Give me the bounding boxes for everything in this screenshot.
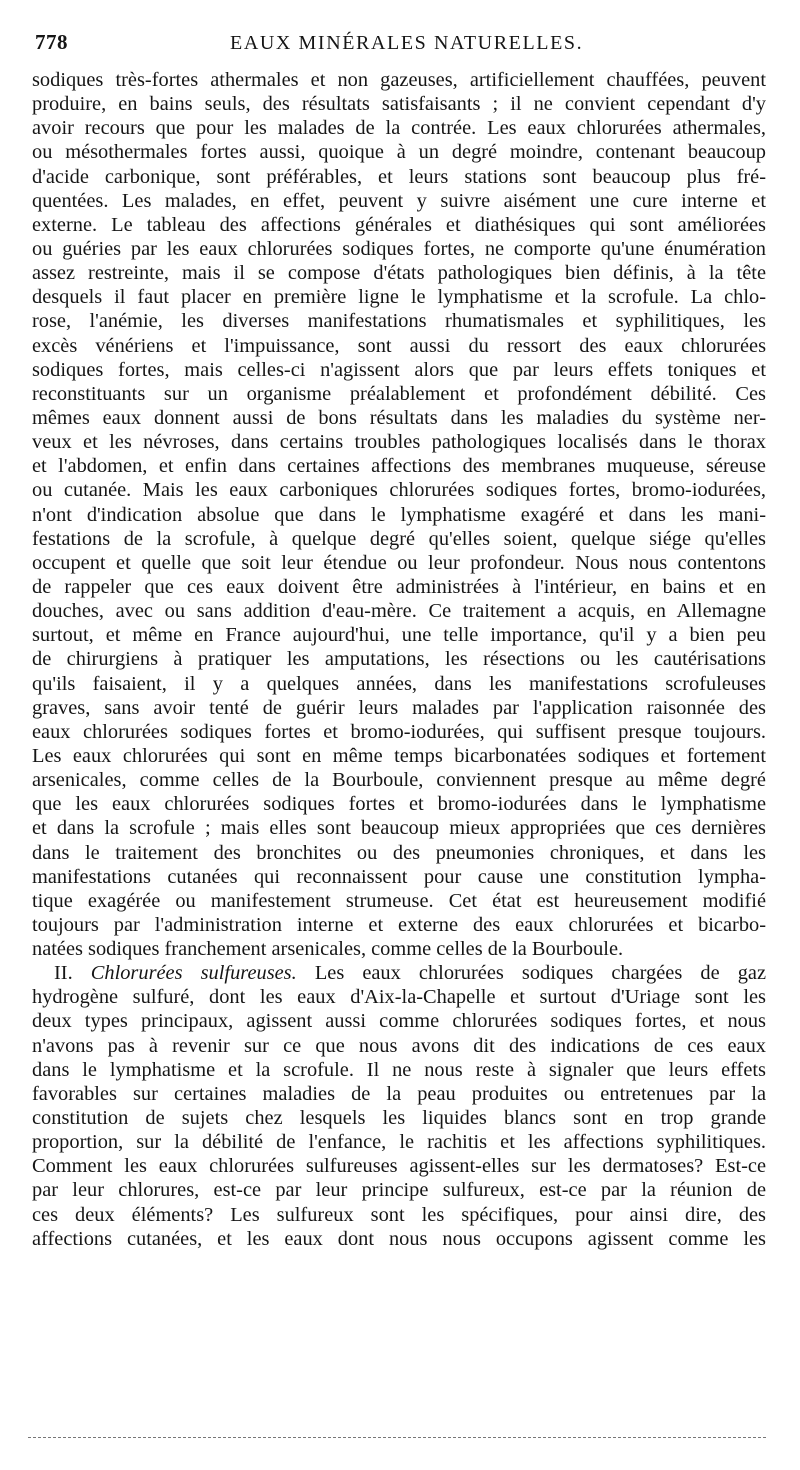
paragraph-1 xyxy=(32,68,766,961)
text-line: proportion, sur la débilité de l'enfance, le rachitis et les affections syphilitiques. xyxy=(32,1131,766,1154)
text-line: occupent et quelle que soit leur étendue ou leur profondeur. Nous nous contentons xyxy=(32,551,766,574)
text-line: par leur chlorures, est-ce par leur principe sulfureux, est-ce par la réunion de xyxy=(32,1179,766,1202)
text-line: constitution de sujets chez lesquels les liquides blancs sont en trop grande xyxy=(32,1107,766,1130)
text-line: veux et les névroses, dans certains troubles pathologiques localisés dans le thorax xyxy=(32,431,766,454)
text-line: deux types principaux, agissent aussi comme chlorurées sodiques fortes, et nous xyxy=(32,1010,766,1033)
text-line: hydrogène sulfuré, dont les eaux d'Aix-la-Chapelle et surtout d'Uriage sont les xyxy=(32,986,766,1009)
section-label: II. xyxy=(54,962,73,985)
text-line: eaux chlorurées sodiques fortes et bromo-iodurées, qui suffisent presque toujours. xyxy=(32,720,766,743)
text-line: produire, en bains seuls, des résultats satisfaisants ; il ne convient cependant d'y xyxy=(32,93,766,116)
text-line: affections cutanées, et les eaux dont nous nous occupons agissent comme les xyxy=(32,1227,766,1250)
body-text xyxy=(32,68,766,1251)
text-line: de rappeler que ces eaux doivent être administrées à l'intérieur, en bains et en xyxy=(32,575,766,598)
text-line: desquels il faut placer en première ligne le lymphatisme et la scrofule. La chlo- xyxy=(32,286,766,309)
text-line: Les eaux chlorurées qui sont en même temps bicarbonatées sodiques et fortement xyxy=(32,744,766,767)
text-line: ou mésothermales fortes aussi, quoique à un degré moindre, contenant beaucoup xyxy=(32,141,766,164)
text-line: ces deux éléments? Les sulfureux sont les spécifiques, pour ainsi dire, des xyxy=(32,1203,766,1226)
text-line: dans le traitement des bronchites ou des pneumonies chroniques, et dans les xyxy=(32,841,766,864)
text-line: Comment les eaux chlorurées sulfureuses agissent-elles sur les dermatoses? Est-ce xyxy=(32,1155,766,1178)
text-line: sodiques très-fortes athermales et non gazeuses, artificiellement chauffées, peuvent xyxy=(32,69,766,91)
page-number: 778 xyxy=(35,30,68,54)
text-line: de chirurgiens à pratiquer les amputations, les résections ou les cautérisations xyxy=(32,648,766,671)
text-line: arsenicales, comme celles de la Bourboule, conviennent presque au même degré xyxy=(32,769,766,792)
text-line xyxy=(32,961,766,985)
running-title: EAUX MINÉRALES NATURELLES. xyxy=(230,32,584,54)
text-line: et dans la scrofule ; mais elles sont beaucoup mieux appropriées que ces dernières xyxy=(32,817,766,840)
text-line: qu'ils faisaient, il y a quelques années, dans les manifestations scrofuleuses xyxy=(32,672,766,695)
paragraph-section-ii xyxy=(32,961,766,1251)
section-first-line-text: Les eaux chlorurées sodiques chargées de gaz xyxy=(314,962,766,985)
text-line: mêmes eaux donnent aussi de bons résultats dans les maladies du système ner- xyxy=(32,406,766,429)
text-line: assez restreinte, mais il se compose d'états pathologiques bien définis, à la tête xyxy=(32,262,766,285)
text-line: reconstituants sur un organisme préalablement et profondément débilité. Ces xyxy=(32,382,766,405)
text-line: manifestations cutanées qui reconnaissent pour cause une constitution lympha- xyxy=(32,865,766,888)
text-line: ou guéries par les eaux chlorurées sodiques fortes, ne comporte qu'une énumération xyxy=(32,237,766,260)
text-line: tique exagérée ou manifestement strumeuse. Cet état est heureusement modifié xyxy=(32,889,766,912)
text-line: d'acide carbonique, sont préférables, et leurs stations sont beaucoup plus fré- xyxy=(32,165,766,188)
text-line: graves, sans avoir tenté de guérir leurs malades par l'application raisonnée des xyxy=(32,696,766,719)
text-line: externe. Le tableau des affections générales et diathésiques qui sont améliorées xyxy=(32,213,766,236)
text-line: sodiques fortes, mais celles-ci n'agissent alors que par leurs effets toniques et xyxy=(32,358,766,381)
text-line: n'ont d'indication absolue que dans le lymphatisme exagéré et dans les mani- xyxy=(32,503,766,526)
text-line: dans le lymphatisme et la scrofule. Il ne nous reste à signaler que leurs effets xyxy=(32,1058,766,1081)
text-line: que les eaux chlorurées sodiques fortes et bromo-iodurées dans le lymphatisme xyxy=(32,793,766,816)
text-line: et l'abdomen, et enfin dans certaines affections des membranes muqueuse, séreuse xyxy=(32,455,766,478)
text-line: douches, avec ou sans addition d'eau-mère. Ce traitement a acquis, en Allemagne xyxy=(32,600,766,623)
text-line: ou cutanée. Mais les eaux carboniques chlorurées sodiques fortes, bromo-iodurées, xyxy=(32,479,766,502)
text-line: surtout, et même en France aujourd'hui, une telle importance, qu'il y a bien peu xyxy=(32,624,766,647)
text-line: favorables sur certaines maladies de la peau produites ou entretenues par la xyxy=(32,1082,766,1105)
text-line: n'avons pas à revenir sur ce que nous avons dit des indications de ces eaux xyxy=(32,1034,766,1057)
text-line: excès vénériens et l'impuissance, sont aussi du ressort des eaux chlorurées xyxy=(32,334,766,357)
section-title: Chlorurées sulfureuses. xyxy=(90,962,297,985)
text-line: rose, l'anémie, les diverses manifestations rhumatismales et syphilitiques, les xyxy=(32,310,766,333)
bottom-dotted-rule xyxy=(28,1437,766,1438)
text-line: natées sodiques franchement arsenicales, comme celles de la Bourboule. xyxy=(32,938,624,961)
text-line: quentées. Les malades, en effet, peuvent y suivre aisément une cure interne et xyxy=(32,189,766,212)
text-line: festations de la scrofule, à quelque degré qu'elles soient, quelque siége qu'elles xyxy=(32,527,766,550)
text-line: toujours par l'administration interne et externe des eaux chlorurées et bicarbo- xyxy=(32,913,766,936)
text-line: avoir recours que pour les malades de la contrée. Les eaux chlorurées athermales, xyxy=(32,117,766,140)
